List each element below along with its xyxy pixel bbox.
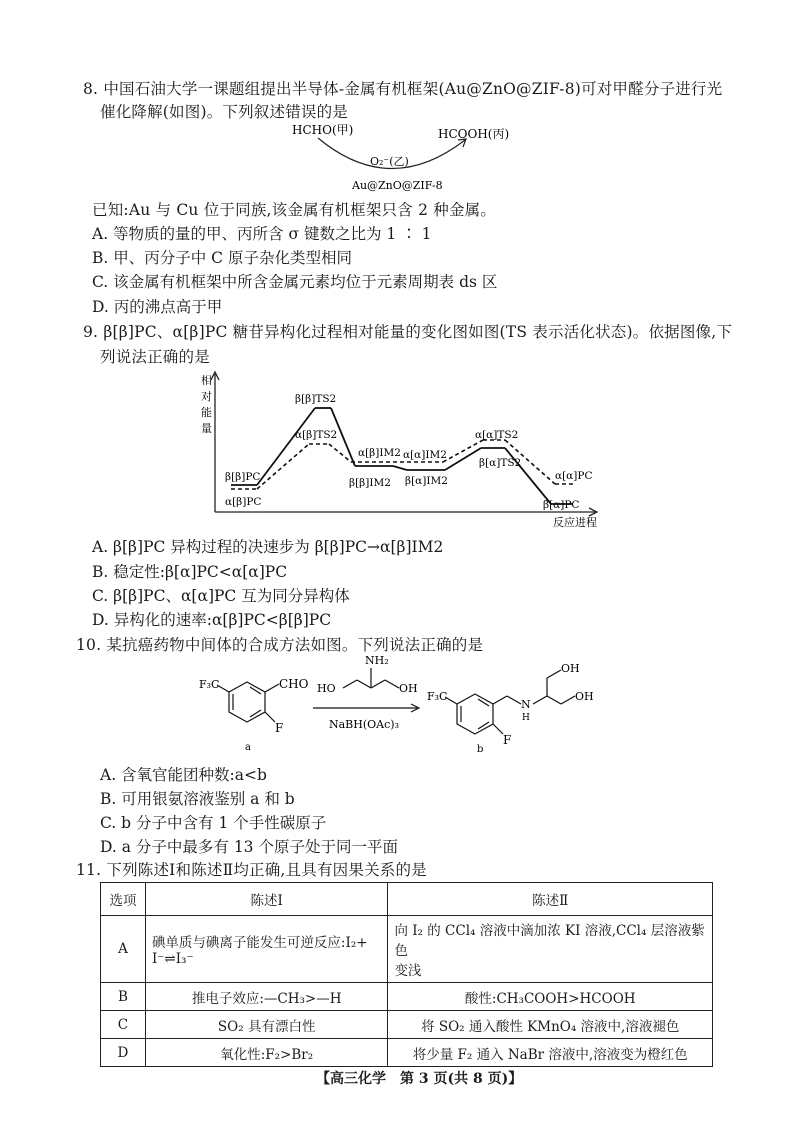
table-row: [101, 916, 713, 983]
ylabel-1: 相: [201, 374, 212, 387]
lbl-bbIM2: β[β]IM2: [349, 477, 391, 489]
header-statement2: 陈述Ⅱ: [388, 883, 713, 916]
ylabel-2: 对: [201, 390, 212, 403]
xlabel: 反应进程: [553, 516, 597, 529]
q8-stem-line1: 8. 中国石油大学一课题组提出半导体-金属有机框架(Au@ZnO@ZIF-8)可对甲醛分子进行光: [83, 80, 723, 98]
dashed-pathway: [231, 440, 573, 489]
lbl-baIM2: β[α]IM2: [405, 475, 448, 487]
q9-option-b: B. 稳定性:β[α]PC<α[α]PC: [92, 563, 288, 581]
row-option: B: [101, 983, 146, 1011]
q9-option-d: D. 异构化的速率:α[β]PC<β[β]PC: [92, 611, 332, 629]
row-statement2: 向 I₂ 的 CCl₄ 溶液中滴加浓 KI 溶液,CCl₄ 层溶液紫色 变浅: [388, 916, 713, 983]
row-statement2: 将 SO₂ 通入酸性 KMnO₄ 溶液中,溶液褪色: [388, 1011, 713, 1039]
row-statement1: SO₂ 具有漂白性: [145, 1011, 388, 1039]
molecule-b-ring: [445, 670, 575, 734]
b-name: b: [477, 744, 484, 755]
table-header-row: [101, 883, 713, 916]
q8-known: 已知:Au 与 Cu 位于同族,该金属有机框架只含 2 种金属。: [92, 201, 497, 219]
q8-option-d: D. 丙的沸点高于甲: [92, 298, 223, 316]
q8-option-b: B. 甲、丙分子中 C 原子杂化类型相同: [92, 249, 352, 267]
lbl-aaPC: α[α]PC: [555, 470, 593, 482]
q10-option-a: A. 含氧官能团种数:a<b: [100, 766, 267, 784]
q8-stem-line2: 催化降解(如图)。下列叙述错误的是: [100, 103, 348, 121]
q8-reagent: O₂⁻(乙): [370, 155, 409, 168]
b-oh1: OH: [561, 662, 580, 675]
header-option: 选项: [101, 883, 146, 916]
q9-energy-diagram: [195, 368, 615, 530]
a-f: F: [275, 721, 284, 735]
solid-pathway: [231, 408, 573, 504]
reagent-nh2: NH₂: [365, 654, 389, 667]
row-option: A: [101, 916, 146, 983]
q9-stem-line1: 9. β[β]PC、α[β]PC 糖苷异构化过程相对能量的变化图如图(TS 表示活化状态)。依据图像,下: [83, 323, 733, 341]
lbl-bbTS2: β[β]TS2: [295, 393, 337, 405]
table-row: [101, 1011, 713, 1039]
lbl-abIM2: α[β]IM2: [358, 447, 401, 459]
a-cf3: F₃C: [199, 678, 220, 691]
q11-table: [100, 882, 713, 1067]
row-statement1: 氧化性:F₂>Br₂: [145, 1039, 388, 1067]
ylabel-4: 量: [201, 422, 212, 435]
lbl-abTS2: α[β]TS2: [295, 429, 338, 441]
reagent-ho: HO: [317, 682, 336, 695]
b-nh: N: [521, 698, 531, 711]
q10-option-c: C. b 分子中含有 1 个手性碳原子: [100, 814, 327, 832]
row-option: D: [101, 1039, 146, 1067]
row-statement1: 推电子效应:—CH₃>—H: [145, 983, 388, 1011]
row-option: C: [101, 1011, 146, 1039]
lbl-bbPC: β[β]PC: [225, 471, 261, 483]
q10-option-d: D. a 分子中最多有 13 个原子处于同一平面: [100, 838, 398, 856]
lbl-aaIM2: α[α]IM2: [403, 449, 447, 461]
q8-reactant: HCHO(甲): [292, 123, 354, 137]
a-cho: CHO: [279, 677, 309, 691]
q8-catalyst: Au@ZnO@ZIF-8: [352, 179, 443, 192]
q8-option-c: C. 该金属有机框架中所含金属元素均位于元素周期表 ds 区: [92, 273, 498, 291]
lbl-baTS2: β[α]TS2: [479, 457, 522, 469]
a-name: a: [245, 742, 251, 753]
q10-stem: 10. 某抗癌药物中间体的合成方法如图。下列说法正确的是: [76, 636, 484, 654]
serinol-structure: [343, 668, 399, 688]
q8-product: HCOOH(丙): [438, 127, 510, 141]
reagent-oh: OH: [399, 682, 418, 695]
conditions: NaBH(OAc)₃: [329, 718, 399, 731]
row-statement2: 酸性:CH₃COOH>HCOOH: [388, 983, 713, 1011]
q9-option-a: A. β[β]PC 异构过程的决速步为 β[β]PC→α[β]IM2: [92, 538, 444, 556]
header-statement1: 陈述Ⅰ: [145, 883, 388, 916]
q9-stem-line2: 列说法正确的是: [100, 348, 210, 366]
b-cf3: F₃C: [427, 690, 448, 703]
molecule-a-ring: [217, 682, 279, 722]
b-f: F: [503, 733, 512, 747]
lbl-baPC: β[α]PC: [543, 499, 580, 511]
lbl-aaTS2: α[α]TS2: [475, 429, 519, 441]
table-row: [101, 983, 713, 1011]
row-statement2: 将少量 F₂ 通入 NaBr 溶液中,溶液变为橙红色: [388, 1039, 713, 1067]
q11-stem: 11. 下列陈述Ⅰ和陈述Ⅱ均正确,且具有因果关系的是: [76, 861, 427, 879]
q8-option-a: A. 等物质的量的甲、丙所含 σ 键数之比为 1 ∶ 1: [92, 225, 432, 243]
q8-reaction-scheme: [270, 118, 530, 198]
b-oh2: OH: [575, 690, 594, 703]
page-footer: 【高三化学 第 3 页(共 8 页)】: [316, 1071, 523, 1087]
q9-option-c: C. β[β]PC、α[α]PC 互为同分异构体: [92, 587, 350, 605]
q10-option-b: B. 可用银氨溶液鉴别 a 和 b: [100, 790, 295, 808]
q10-synthesis-scheme: [195, 652, 625, 764]
b-h: H: [522, 713, 530, 723]
row-statement1: 碘单质与碘离子能发生可逆反应:I₂+ I⁻⇌I₃⁻: [145, 916, 388, 983]
table-row: [101, 1039, 713, 1067]
lbl-abPC: α[β]PC: [225, 496, 262, 508]
ylabel-3: 能: [201, 406, 212, 419]
